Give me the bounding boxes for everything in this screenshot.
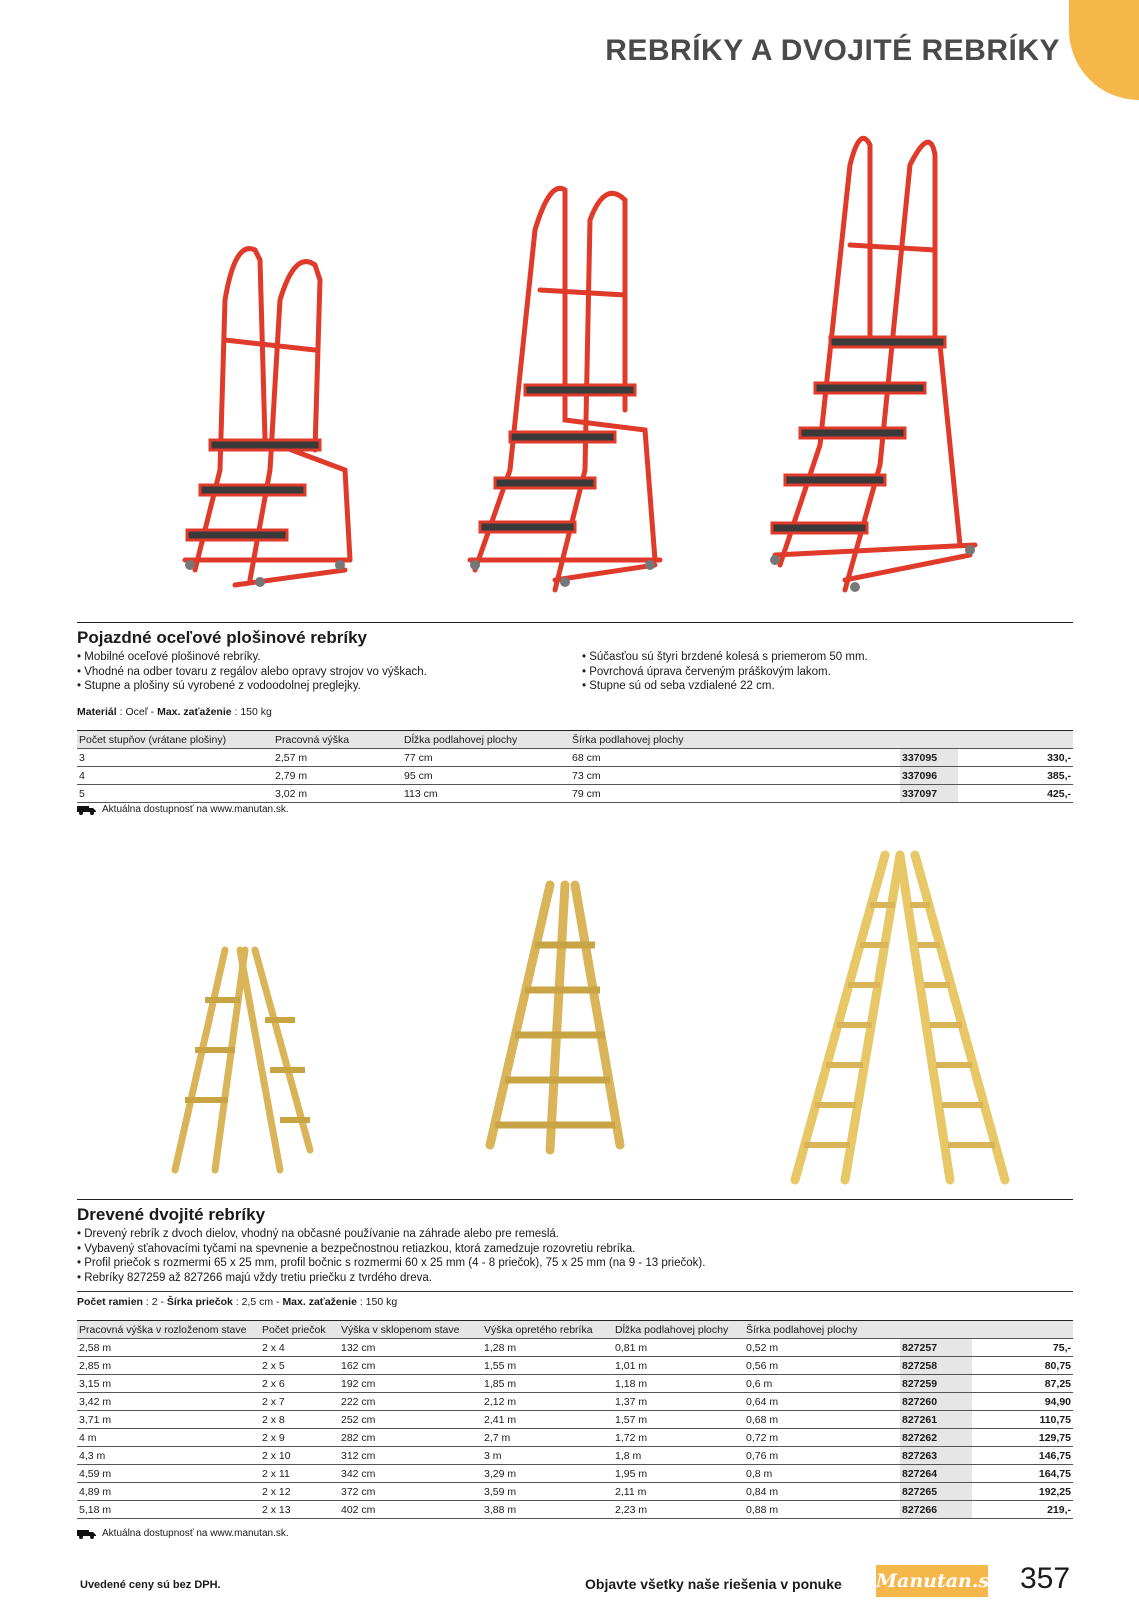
- cell: 2 x 6: [260, 1375, 339, 1393]
- cell: 4,89 m: [77, 1483, 260, 1501]
- product-code: 827266: [900, 1501, 972, 1519]
- cell: 1,01 m: [613, 1357, 744, 1375]
- wooden-ladder-medium-image: [480, 875, 630, 1175]
- cell: 3: [77, 749, 273, 767]
- cell: 68 cm: [570, 749, 900, 767]
- product-code: 827258: [900, 1357, 972, 1375]
- table-row: [77, 1393, 1073, 1411]
- table-row: [77, 1483, 1073, 1501]
- cell: 1,28 m: [482, 1339, 613, 1357]
- column-header: Dĺžka podlahovej plochy: [402, 731, 570, 749]
- cell: 132 cm: [339, 1339, 482, 1357]
- cell: 95 cm: [402, 767, 570, 785]
- cell: 3,71 m: [77, 1411, 260, 1429]
- price: 330,-: [958, 749, 1073, 767]
- cell: 2,58 m: [77, 1339, 260, 1357]
- price: 75,-: [972, 1339, 1073, 1357]
- footer-price-note: Uvedené ceny sú bez DPH.: [80, 1579, 221, 1591]
- price: 164,75: [972, 1465, 1073, 1483]
- steel-ladder-4-image: [465, 170, 685, 610]
- table-row: [77, 1339, 1073, 1357]
- cell: 372 cm: [339, 1483, 482, 1501]
- product-code: 827264: [900, 1465, 972, 1483]
- wooden-ladder-table: [77, 1320, 1073, 1519]
- bullet: • Vhodné na odber tovaru z regálov alebo opravy strojov vo výškach.: [77, 665, 427, 680]
- spec-value: : Oceľ -: [116, 706, 158, 718]
- spec-value: : 150 kg: [356, 1296, 398, 1308]
- section2-spec-rule: [77, 1291, 1073, 1292]
- availability-text: Aktuálna dostupnosť na www.manutan.sk.: [102, 804, 289, 815]
- cell: 0,84 m: [744, 1483, 900, 1501]
- page-number: 357: [1020, 1562, 1071, 1595]
- cell: 2,7 m: [482, 1429, 613, 1447]
- cell: 312 cm: [339, 1447, 482, 1465]
- cell: 2 x 11: [260, 1465, 339, 1483]
- bullet: • Povrchová úprava červeným práškovým lakom.: [582, 665, 868, 680]
- table-row: [77, 1357, 1073, 1375]
- bullet: • Stupne sú od seba vzdialené 22 cm.: [582, 679, 868, 694]
- cell: 0,56 m: [744, 1357, 900, 1375]
- product-code: 827260: [900, 1393, 972, 1411]
- product-code: 827257: [900, 1339, 972, 1357]
- bullet: • Profil priečok s rozmermi 65 x 25 mm, profil bočnic s rozmermi 60 x 25 mm (4 - 8 priečok), 75 x 25 mm (na 9 - 13 priečok).: [77, 1256, 705, 1271]
- section1-spec: [77, 706, 272, 718]
- cell: 3,29 m: [482, 1465, 613, 1483]
- cell: 77 cm: [402, 749, 570, 767]
- section1-title: Pojazdné oceľové plošinové rebríky: [77, 628, 367, 647]
- product-code: 337096: [900, 767, 958, 785]
- cell: 5,18 m: [77, 1501, 260, 1519]
- table-row: [77, 1501, 1073, 1519]
- cell: 162 cm: [339, 1357, 482, 1375]
- spec-value: : 2 -: [142, 1296, 167, 1308]
- table-header-row: [77, 1321, 1073, 1339]
- cell: 2 x 9: [260, 1429, 339, 1447]
- cell: 1,8 m: [613, 1447, 744, 1465]
- cell: 1,55 m: [482, 1357, 613, 1375]
- cell: 73 cm: [570, 767, 900, 785]
- spec-label: Počet ramien: [77, 1296, 143, 1308]
- column-header: Počet priečok: [260, 1321, 339, 1339]
- cell: 4 m: [77, 1429, 260, 1447]
- cell: 282 cm: [339, 1429, 482, 1447]
- price: 425,-: [958, 785, 1073, 803]
- table-row: [77, 749, 1073, 767]
- cell: 2 x 4: [260, 1339, 339, 1357]
- steel-ladder-5-image: [760, 125, 1010, 605]
- cell: 2,12 m: [482, 1393, 613, 1411]
- cell: 3 m: [482, 1447, 613, 1465]
- spec-label: Max. zaťaženie: [157, 706, 232, 718]
- cell: 3,88 m: [482, 1501, 613, 1519]
- cell: 0,52 m: [744, 1339, 900, 1357]
- cell: 0,68 m: [744, 1411, 900, 1429]
- price: 129,75: [972, 1429, 1073, 1447]
- steel-ladder-3-image: [175, 240, 365, 610]
- price: 80,75: [972, 1357, 1073, 1375]
- cell: 0,8 m: [744, 1465, 900, 1483]
- bullet: • Vybavený sťahovacími tyčami na spevnenie a bezpečnostnou retiazkou, ktorá zamedzuje rozovretiu rebríka.: [77, 1242, 705, 1257]
- table-row: [77, 1429, 1073, 1447]
- footer-cta: Objavte všetky naše riešenia v ponuke: [585, 1576, 842, 1592]
- product-code: 827263: [900, 1447, 972, 1465]
- column-header: Šírka podlahovej plochy: [570, 731, 900, 749]
- cell: 2,23 m: [613, 1501, 744, 1519]
- steel-ladder-table: [77, 730, 1073, 803]
- cell: 3,59 m: [482, 1483, 613, 1501]
- table-row: [77, 1447, 1073, 1465]
- price: 110,75: [972, 1411, 1073, 1429]
- product-code: 337097: [900, 785, 958, 803]
- cell: 1,37 m: [613, 1393, 744, 1411]
- table-row: [77, 1465, 1073, 1483]
- section2-bullets: [77, 1227, 705, 1285]
- section1-bullets-right: [582, 650, 868, 694]
- bullet: • Rebríky 827259 až 827266 majú vždy tretiu priečku z tvrdého dreva.: [77, 1271, 705, 1286]
- spec-label: Šírka priečok: [166, 1296, 233, 1308]
- table-row: [77, 1375, 1073, 1393]
- section1-rule: [77, 622, 1073, 623]
- cell: 5: [77, 785, 273, 803]
- bullet: • Súčasťou sú štyri brzdené kolesá s priemerom 50 mm.: [582, 650, 868, 665]
- spec-value: : 2,5 cm -: [232, 1296, 283, 1308]
- table-row: [77, 767, 1073, 785]
- cell: 2,79 m: [273, 767, 402, 785]
- cell: 2 x 12: [260, 1483, 339, 1501]
- cell: 0,81 m: [613, 1339, 744, 1357]
- section1-availability: [77, 804, 289, 815]
- cell: 1,85 m: [482, 1375, 613, 1393]
- column-header: Pracovná výška: [273, 731, 402, 749]
- availability-text: Aktuálna dostupnosť na www.manutan.sk.: [102, 1528, 289, 1539]
- cell: 2,41 m: [482, 1411, 613, 1429]
- cell: 2,11 m: [613, 1483, 744, 1501]
- cell: 1,95 m: [613, 1465, 744, 1483]
- corner-accent: [1069, 0, 1139, 100]
- column-header: Výška v sklopenom stave: [339, 1321, 482, 1339]
- section2-spec: [77, 1296, 397, 1308]
- cell: 0,64 m: [744, 1393, 900, 1411]
- cell: 0,76 m: [744, 1447, 900, 1465]
- bullet: • Drevený rebrík z dvoch dielov, vhodný na občasné používanie na záhrade alebo pre remeslá.: [77, 1227, 705, 1242]
- price: 94,90: [972, 1393, 1073, 1411]
- section1-bullets-left: [77, 650, 427, 694]
- spec-label: Max. zaťaženie: [282, 1296, 357, 1308]
- price: 146,75: [972, 1447, 1073, 1465]
- spec-label: Materiál: [77, 706, 117, 718]
- cell: 113 cm: [402, 785, 570, 803]
- wooden-ladder-small-image: [170, 940, 320, 1190]
- truck-icon: [77, 1529, 97, 1539]
- product-code: 827265: [900, 1483, 972, 1501]
- cell: 2,85 m: [77, 1357, 260, 1375]
- section2-availability: [77, 1528, 289, 1539]
- cell: 4: [77, 767, 273, 785]
- product-code: 827259: [900, 1375, 972, 1393]
- product-code: 337095: [900, 749, 958, 767]
- cell: 2,57 m: [273, 749, 402, 767]
- product-code: 827261: [900, 1411, 972, 1429]
- cell: 2 x 8: [260, 1411, 339, 1429]
- column-header: Dĺžka podlahovej plochy: [613, 1321, 744, 1339]
- bullet: • Mobilné oceľové plošinové rebríky.: [77, 650, 427, 665]
- price: 87,25: [972, 1375, 1073, 1393]
- cell: 0,6 m: [744, 1375, 900, 1393]
- cell: 0,88 m: [744, 1501, 900, 1519]
- cell: 1,57 m: [613, 1411, 744, 1429]
- wooden-ladder-large-image: [790, 845, 1010, 1190]
- product-code: 827262: [900, 1429, 972, 1447]
- cell: 1,72 m: [613, 1429, 744, 1447]
- cell: 4,59 m: [77, 1465, 260, 1483]
- cell: 3,42 m: [77, 1393, 260, 1411]
- cell: 3,15 m: [77, 1375, 260, 1393]
- cell: 222 cm: [339, 1393, 482, 1411]
- column-header: Pracovná výška v rozloženom stave: [77, 1321, 260, 1339]
- section2-rule: [77, 1199, 1073, 1200]
- page-title: REBRÍKY A DVOJITÉ REBRÍKY: [605, 34, 1060, 67]
- cell: 0,72 m: [744, 1429, 900, 1447]
- price: 219,-: [972, 1501, 1073, 1519]
- cell: 342 cm: [339, 1465, 482, 1483]
- cell: 402 cm: [339, 1501, 482, 1519]
- bullet: • Stupne a plošiny sú vyrobené z vodoodolnej preglejky.: [77, 679, 427, 694]
- column-header: Počet stupňov (vrátane plošiny): [77, 731, 273, 749]
- price: 192,25: [972, 1483, 1073, 1501]
- table-row: [77, 1411, 1073, 1429]
- table-row: [77, 785, 1073, 803]
- cell: 2 x 5: [260, 1357, 339, 1375]
- cell: 192 cm: [339, 1375, 482, 1393]
- cell: 3,02 m: [273, 785, 402, 803]
- cell: 2 x 7: [260, 1393, 339, 1411]
- cell: 4,3 m: [77, 1447, 260, 1465]
- cell: 2 x 10: [260, 1447, 339, 1465]
- spec-value: : 150 kg: [231, 706, 272, 718]
- cell: 1,18 m: [613, 1375, 744, 1393]
- table-header-row: [77, 731, 1073, 749]
- manutan-logo[interactable]: Manutan.sk: [876, 1565, 988, 1597]
- truck-icon: [77, 805, 97, 815]
- column-header: Šírka podlahovej plochy: [744, 1321, 900, 1339]
- cell: 79 cm: [570, 785, 900, 803]
- price: 385,-: [958, 767, 1073, 785]
- column-header: Výška opretého rebríka: [482, 1321, 613, 1339]
- cell: 2 x 13: [260, 1501, 339, 1519]
- section2-title: Drevené dvojité rebríky: [77, 1205, 266, 1224]
- cell: 252 cm: [339, 1411, 482, 1429]
